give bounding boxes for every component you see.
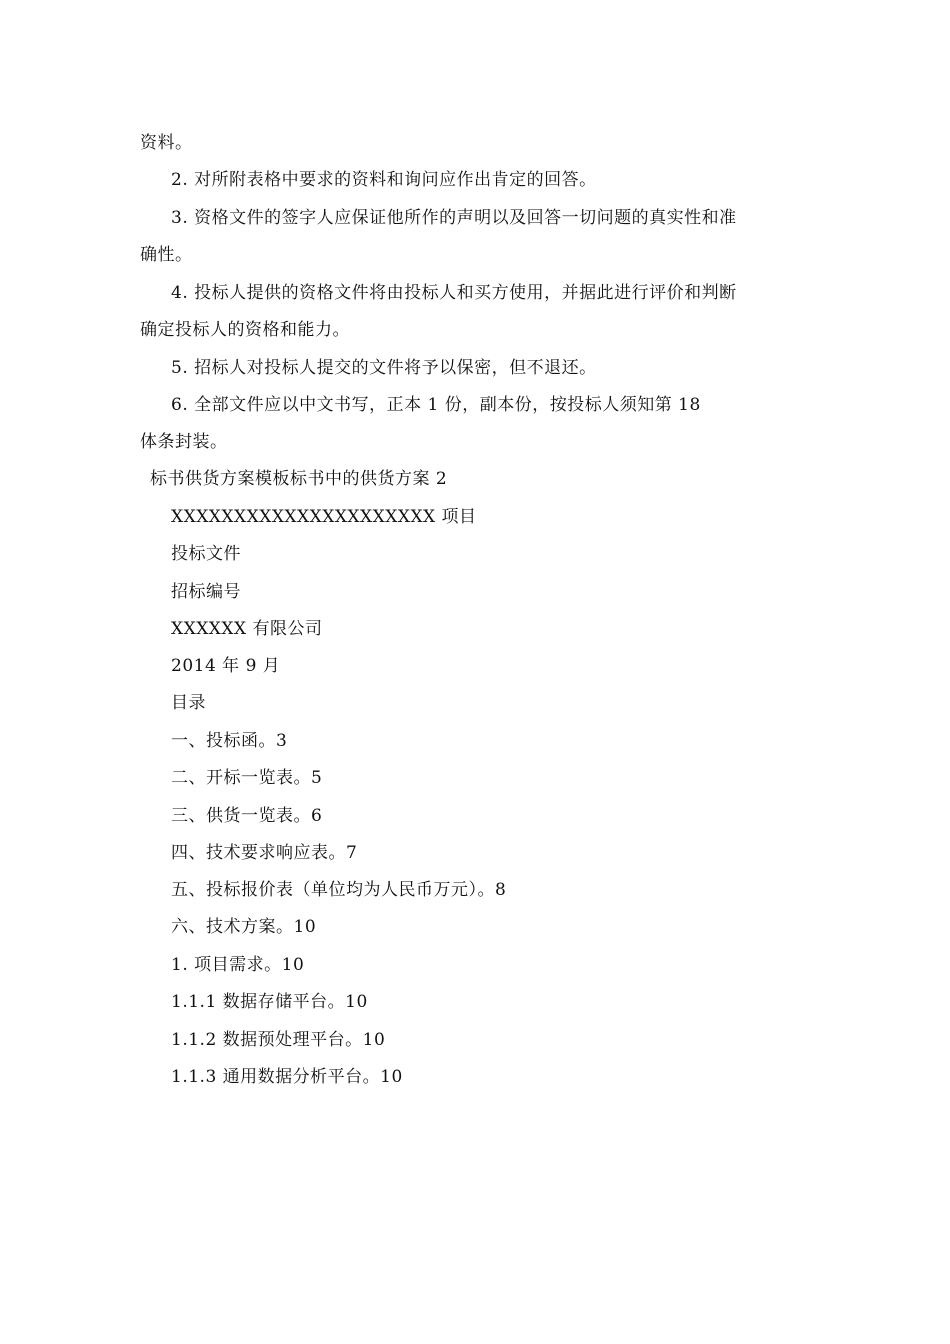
toc-entry: 1.1.3 通用数据分析平台。10 [171,1067,403,1087]
list-item-continuation: 体条封装。 [140,432,228,452]
project-name: XXXXXXXXXXXXXXXXXXXXX 项目 [171,507,477,527]
document-date: 2014 年 9 月 [171,656,281,676]
toc-entry: 1.1.2 数据预处理平台。10 [171,1030,386,1050]
paragraph-text: 资料。 [140,133,193,153]
toc-entry: 1. 项目需求。10 [171,955,305,975]
toc-title: 目录 [171,693,206,713]
toc-entry: 二、开标一览表。5 [171,768,323,788]
list-item: 5. 招标人对投标人提交的文件将予以保密，但不退还。 [171,358,597,378]
list-item: 2. 对所附表格中要求的资料和询问应作出肯定的回答。 [171,170,597,190]
toc-entry: 三、供货一览表。6 [171,806,323,826]
list-item-continuation: 确性。 [140,245,193,265]
list-item: 6. 全部文件应以中文书写，正本 1 份，副本份，按投标人须知第 18 [171,395,701,415]
tender-number-label: 招标编号 [171,582,241,602]
list-item: 4. 投标人提供的资格文件将由投标人和买方使用，并据此进行评价和判断 [171,283,737,303]
toc-entry: 1.1.1 数据存储平台。10 [171,992,368,1012]
document-type: 投标文件 [171,544,241,564]
section-heading: 标书供货方案模板标书中的供货方案 2 [150,469,448,489]
list-item-continuation: 确定投标人的资格和能力。 [140,320,350,340]
company-name: XXXXXX 有限公司 [171,619,323,639]
toc-entry: 五、投标报价表（单位均为人民币万元）。8 [171,880,507,900]
toc-entry: 一、投标函。3 [171,731,288,751]
toc-entry: 六、技术方案。10 [171,917,317,937]
toc-entry: 四、技术要求响应表。7 [171,843,358,863]
list-item: 3. 资格文件的签字人应保证他所作的声明以及回答一切问题的真实性和准 [171,208,737,228]
